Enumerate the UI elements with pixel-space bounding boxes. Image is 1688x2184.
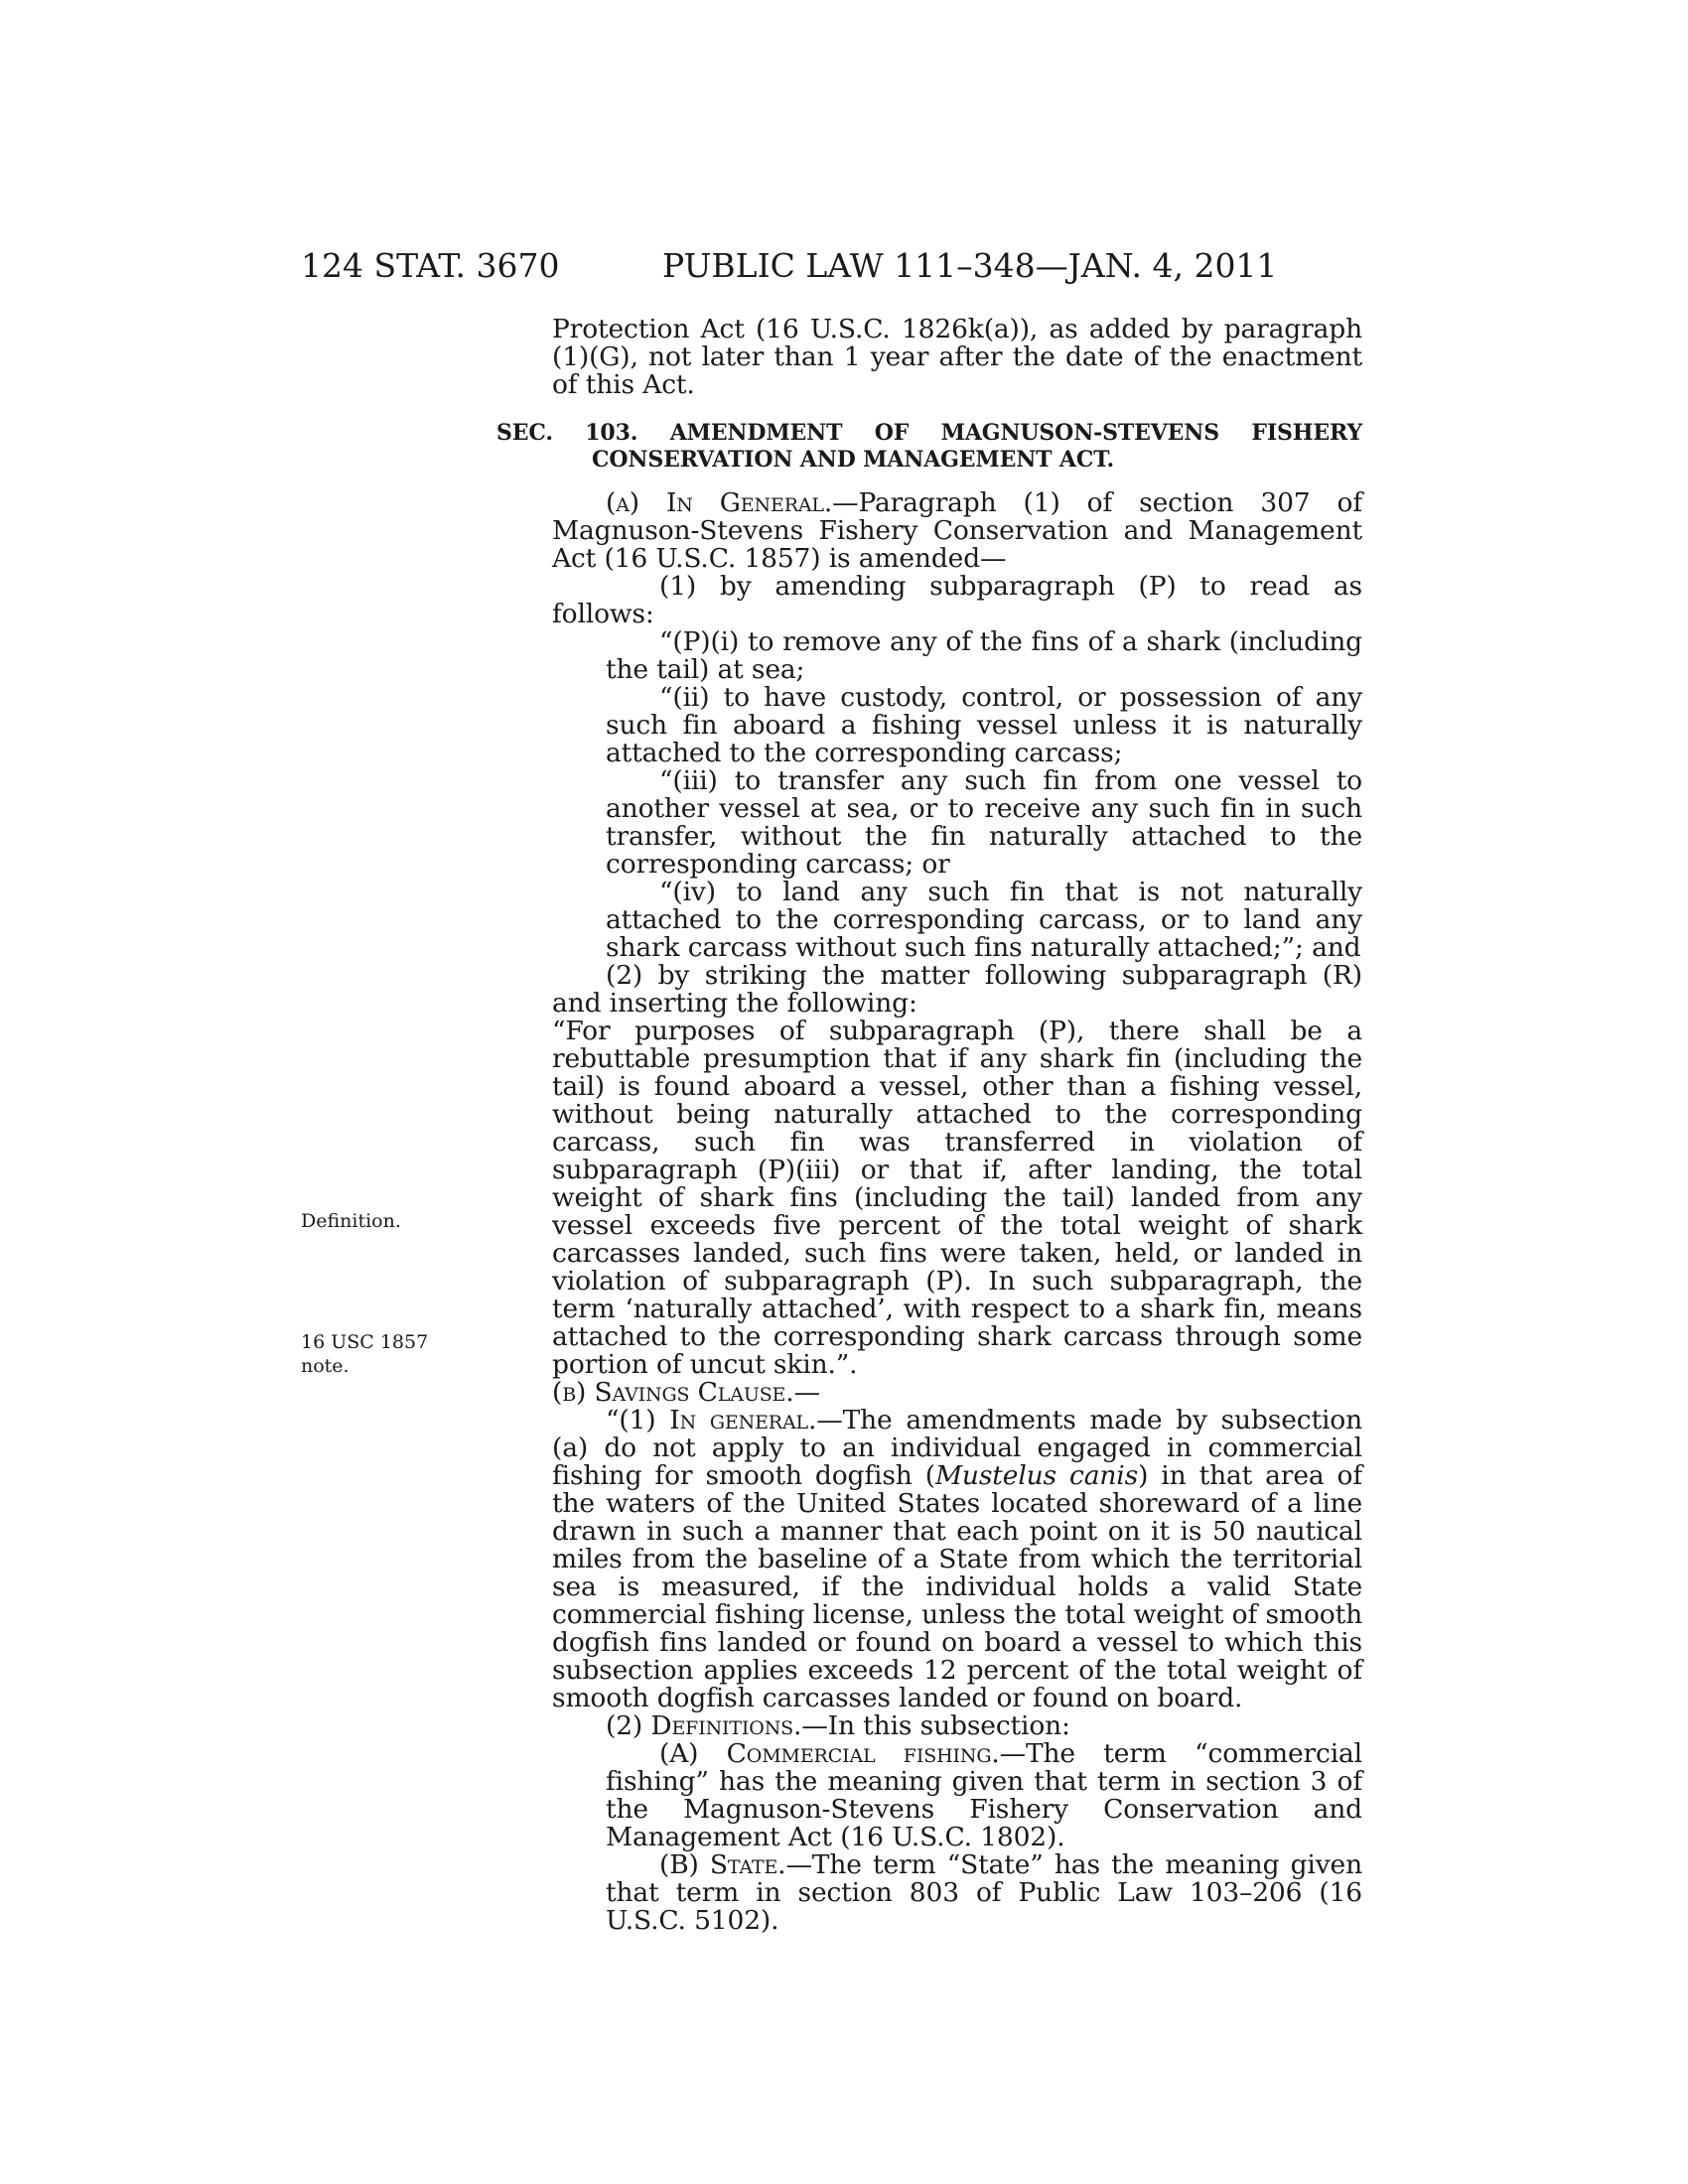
- subsection-a-label: (a) In General.: [606, 487, 833, 518]
- carry-over-paragraph: Protection Act (16 U.S.C. 1826k(a)), as added by paragraph (1)(G), not later than 1 year after the date of the enactment of this Act.: [552, 314, 1362, 400]
- margin-note-definition: Definition.: [301, 1210, 401, 1232]
- paragraph-b1: [552, 1407, 1362, 1712]
- subsection-b-dash: —: [793, 1377, 820, 1408]
- paragraph-b2: [552, 1712, 1362, 1740]
- paragraph-b1-label: “(1) In general.: [606, 1405, 817, 1435]
- subsection-b-heading: [552, 1379, 1362, 1407]
- running-head: PUBLIC LAW 111–348—JAN. 4, 2011: [662, 246, 1278, 285]
- inserted-text: “For purposes of subparagraph (P), there shall be a rebuttable presumption that if any shark fin (including the tail) is found aboard a vessel, other than a fishing vessel, without being naturally attached to the corresponding carcass, such fin was transferred in violation of subparagraph (P)(iii) or that if, after landing, the total weight of shark fins (including the tail) landed from any vessel exceeds five percent of the total weight of shark carcasses landed, such fins were taken, held, or landed in violation of subparagraph (P). In such subparagraph, the term ‘naturally attached’, with respect to a shark fin, means attached to the corresponding shark carcass through some portion of uncut skin.”.: [552, 1016, 1362, 1380]
- definition-a-label: (A) Commercial fishing.: [659, 1738, 1000, 1769]
- subsection-b-label: (b) Savings Clause.: [552, 1377, 794, 1408]
- quoted-p-iv: “(iv) to land any such fin that is not naturally attached to the corresponding carcass, or to land any shark carcass without such fins naturally attached;”; and: [606, 877, 1362, 963]
- paragraph-a2: (2) by striking the matter following subparagraph (R) and inserting the following:: [552, 960, 1362, 1019]
- definition-b: [552, 1851, 1362, 1935]
- species-name: Mustelus canis: [934, 1460, 1139, 1491]
- quoted-p-iii: “(iii) to transfer any such fin from one vessel to another vessel at sea, or to receive any such fin in such transfer, without the fin naturally attached to the corresponding carcass; or: [606, 765, 1362, 880]
- statute-page-reference: 124 STAT. 3670: [301, 246, 560, 285]
- margin-note-usc: 16 USC 1857 note.: [301, 1331, 429, 1377]
- quoted-p-ii: “(ii) to have custody, control, or possession of any such fin aboard a fishing vessel unless it is naturally attached to the corresponding carcass;: [606, 682, 1362, 768]
- paragraph-b2-text: —In this subsection:: [801, 1710, 1070, 1741]
- quoted-p-i: “(P)(i) to remove any of the fins of a shark (including the tail) at sea;: [606, 626, 1362, 685]
- paragraph-b1-text-2: ) in that area of the waters of the United States located shoreward of a line drawn in such a manner that each point on it is 50 nautical miles from the baseline of a State from which the territorial sea is measured, if the individual holds a valid State commercial fishing license, unless the total weight of smooth dogfish fins landed or found on board a vessel to which this subsection applies exceeds 12 percent of the total weight of smooth dogfish carcasses landed or found on board.: [552, 1460, 1363, 1713]
- subsection-a: [552, 489, 1362, 573]
- section-heading: SEC. 103. AMENDMENT OF MAGNUSON-STEVENS FISHERY CONSERVATION AND MANAGEMENT ACT.: [496, 420, 1362, 473]
- paragraph-a1: (1) by amending subparagraph (P) to read as follows:: [552, 571, 1362, 629]
- document-body: [496, 314, 1363, 1936]
- subsection-a-text: —Paragraph (1) of section 307 of Magnuson-Stevens Fishery Conservation and Management Act (16 U.S.C. 1857) is amended—: [552, 487, 1362, 574]
- paragraph-b2-label: (2) Definitions.: [606, 1710, 802, 1741]
- paragraph-b1-text-1: —The amendments made by subsection (a) do not apply to an individual engaged in commercial fishing for smooth dogfish (: [552, 1405, 1362, 1491]
- definition-b-label: (B) State.: [659, 1849, 786, 1880]
- definition-b-text: —The term “State” has the meaning given that term in section 803 of Public Law 103–206 (16 U.S.C. 5102).: [606, 1849, 1363, 1936]
- definition-a-text: —The term “commercial fishing” has the meaning given that term in section 3 of the Magnuson-Stevens Fishery Conservation and Management Act (16 U.S.C. 1802).: [606, 1738, 1362, 1852]
- definition-a: [552, 1740, 1362, 1851]
